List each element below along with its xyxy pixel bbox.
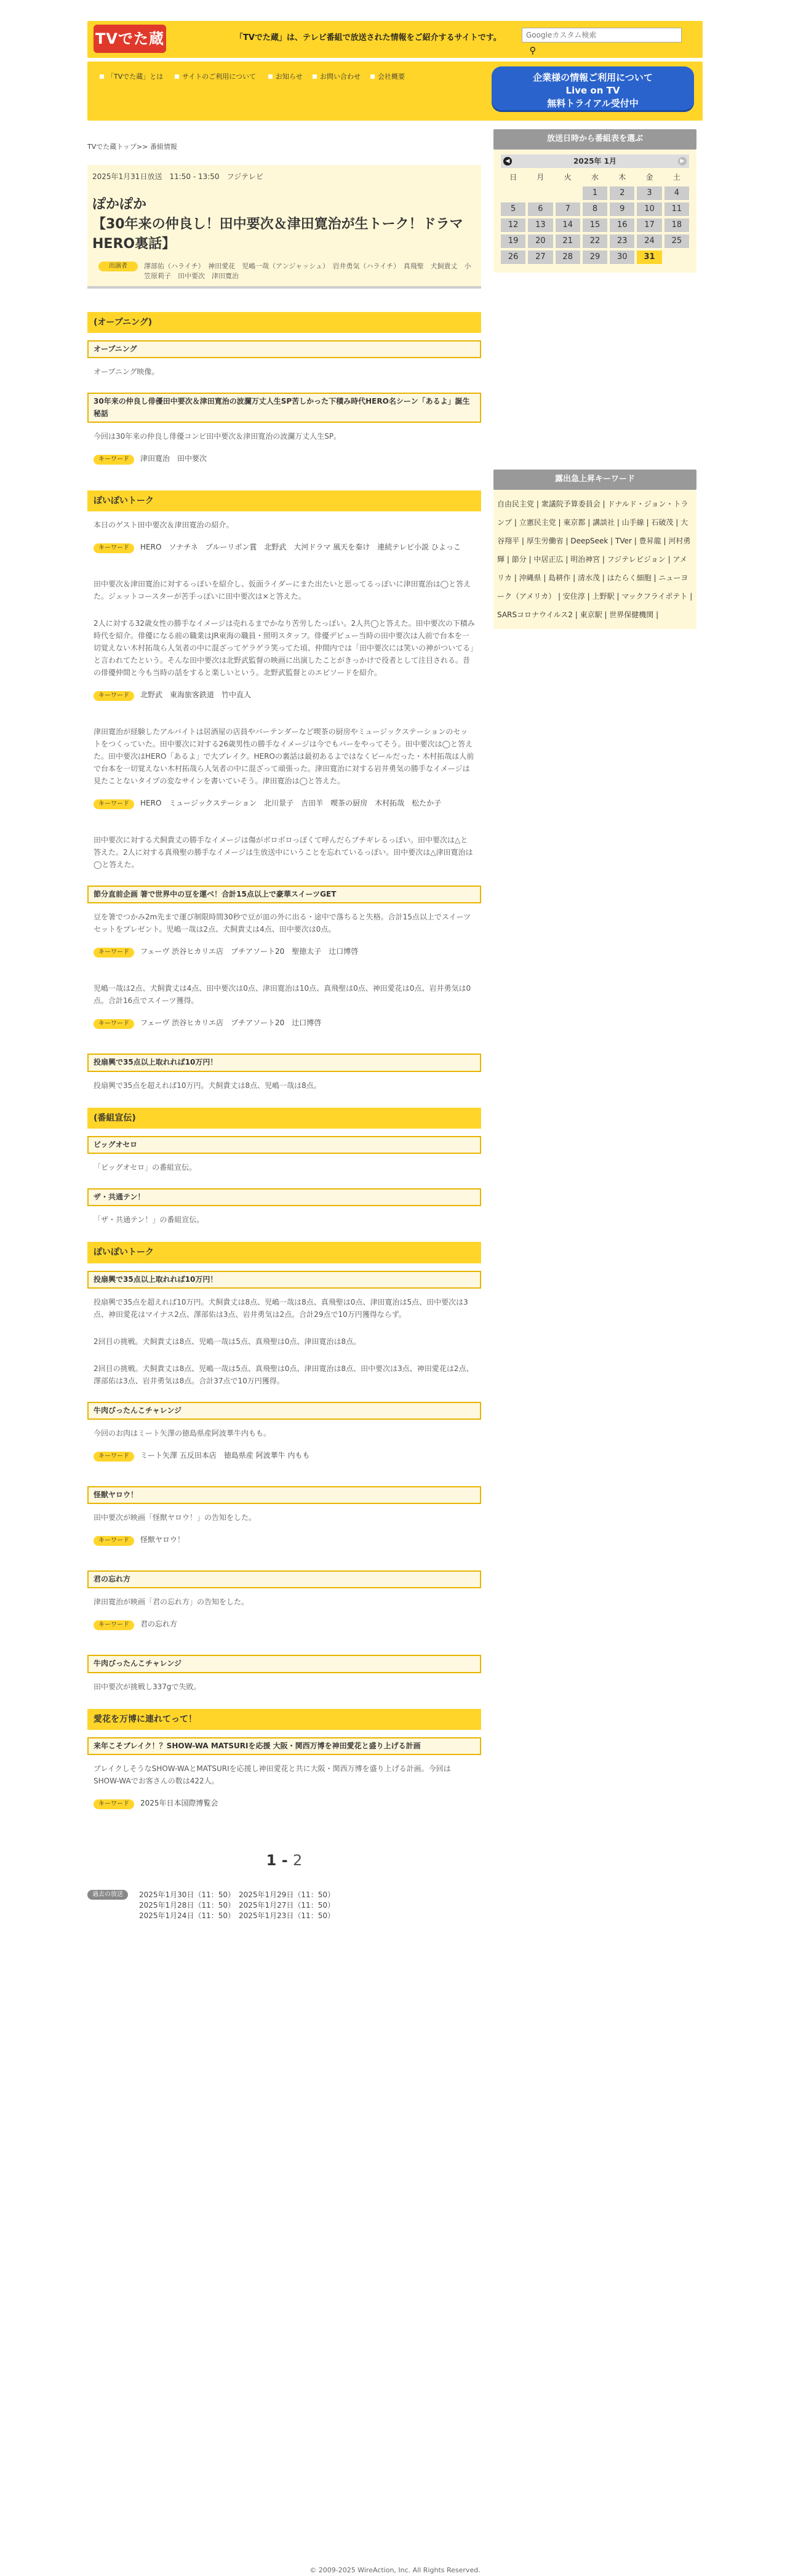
keyword-list[interactable]: HERO ソナチネ ブルーリボン賞 北野武 大河ドラマ 風天を秦け 連続テレビ小説 ひよっこ	[140, 543, 461, 552]
next-month-icon[interactable]: ▶	[678, 157, 687, 166]
keyword-separator: |	[570, 573, 578, 582]
keyword-separator: |	[615, 518, 622, 527]
cast-list[interactable]: 澤部佑（ハライチ） 神田愛花 児嶋一哉（アンジャッシュ） 岩井勇気（ハライチ） 真飛聖 犬飼貴丈 小笠原莉子 田中要次 津田寛治	[144, 262, 471, 280]
square-bullet-icon	[175, 74, 179, 79]
main-content	[87, 142, 481, 1921]
trending-keyword-link[interactable]: 安住淳	[562, 591, 585, 601]
calendar-day[interactable]: 2	[610, 186, 634, 200]
trending-keyword-link[interactable]: SARSコロナウイルス2	[497, 610, 573, 619]
topic-body: 田中要次が映画「怪獣ヤロウ！」の告知をした。	[94, 1513, 257, 1522]
pagination	[87, 1849, 481, 1872]
topic-heading: 節分直前企画 箸で世界中の豆を運べ！合計15点以上で豪華スイーツGET	[87, 886, 481, 903]
page-wrapper	[87, 0, 703, 2574]
topic-body: 田中要次に対する犬飼貴丈の勝手なイメージは傷がボロボロっぽくて呼んだらブチギレるっぽい。田中要次は△と答えた。2人に対する真飛聖の勝手なイメージは生放送中にいうことを忘れているっぽい。田中要次は△津田寛治は◯と答えた。	[94, 836, 473, 870]
nav-item-usage[interactable]	[175, 71, 264, 82]
calendar-day[interactable]: 15	[583, 218, 607, 232]
cast-row	[92, 262, 476, 281]
section-heading: ぽいぽいトーク	[87, 1242, 481, 1263]
topic-heading: 投扇興で35点以上取れれば10万円！	[87, 1271, 481, 1289]
calendar-day[interactable]: 10	[637, 202, 661, 216]
trending-keyword-link[interactable]: 河村勇輝	[497, 536, 691, 564]
topic-heading: 牛肉びったんこチャレンジ	[87, 1655, 481, 1673]
nav-bar	[87, 62, 703, 121]
program-date: 2025年1月31日放送 11:50 - 13:50 フジテレビ	[92, 172, 263, 181]
nav-item-label: お問い合わせ	[320, 73, 361, 81]
calendar-weekday: 土	[672, 172, 680, 182]
calendar-heading: 放送日時から番組表を選ぶ	[493, 129, 696, 150]
keyword-separator: |	[526, 554, 534, 564]
keyword-badge: キーワード	[94, 543, 134, 553]
calendar	[493, 150, 696, 273]
trending-keyword-link[interactable]: ニューヨーク（アメリカ）	[497, 573, 688, 601]
banner-line-1: 企業様の情報ご利用について	[533, 72, 653, 83]
keyword-separator: |	[653, 610, 659, 619]
trending-keyword-link[interactable]: 山手線	[621, 518, 644, 527]
past-broadcasts-line[interactable]: 2025年1月24日（11：50） 2025年1月23日（11：50）	[139, 1911, 335, 1920]
topic-body: 田中要次＆津田寛治に対するっぽいを紹介し、仮面ライダーにまた出たいと思ってるっぽいに津田寛治は◯と答えた。ジェットコースターが苦手っぽいに田中要次は×と答えた。	[94, 580, 471, 601]
past-broadcasts-line[interactable]: 2025年1月28日（11：50） 2025年1月27日（11：50）	[139, 1900, 335, 1910]
keyword-list[interactable]: フェーヴ 渋谷ヒカリエ店 ブチアソート20 聖徳太子 辻口博啓	[140, 947, 359, 956]
calendar-day[interactable]: 28	[556, 250, 580, 264]
keyword-row	[87, 450, 481, 482]
trending-keyword-link[interactable]: 豊昇龍	[639, 536, 661, 545]
keyword-badge: キーワード	[94, 799, 134, 809]
calendar-weekday: 日	[509, 172, 517, 182]
keyword-list[interactable]: 君の忘れ方	[140, 1620, 178, 1629]
calendar-day[interactable]: 7	[556, 202, 580, 216]
topic-body: 今回は30年来の仲良し俳優コンビ田中要次＆津田寛治の波瀾万丈人生SP。	[94, 431, 341, 441]
past-broadcasts	[87, 1890, 481, 1921]
breadcrumb[interactable]: TVでた蔵トップ>> 番組情報	[87, 143, 177, 151]
keyword-badge: キーワード	[94, 1620, 134, 1630]
calendar-day[interactable]: 3	[637, 186, 661, 200]
trending-keyword-link[interactable]: 清水茂	[577, 573, 600, 582]
keyword-row	[87, 1615, 481, 1647]
section-heading: (番組宣伝)	[87, 1108, 481, 1129]
keyword-separator: |	[661, 536, 669, 545]
keyword-separator: |	[511, 573, 519, 582]
calendar-weekday: 金	[645, 172, 653, 182]
keyword-separator: |	[631, 536, 639, 545]
trending-keyword-link[interactable]: マックフライポテト	[621, 591, 688, 601]
calendar-day[interactable]: 21	[556, 234, 580, 248]
topic-heading: ビッグオセロ	[87, 1136, 481, 1154]
trending-keyword-link[interactable]: アメリカ	[497, 554, 687, 582]
keyword-badge: キーワード	[94, 1452, 134, 1462]
keyword-separator: |	[673, 518, 681, 527]
section-heading: ぽいぽいトーク	[87, 490, 481, 511]
trending-keyword-link[interactable]: フジテレビジョン	[607, 554, 666, 564]
trending-keyword-link[interactable]: 厚生労働省	[526, 536, 564, 545]
section-heading: (オープニング)	[87, 312, 481, 333]
trending-keyword-link[interactable]: 自由民主党	[497, 499, 535, 508]
keyword-row	[87, 686, 481, 718]
calendar-day[interactable]: 22	[583, 234, 607, 248]
calendar-day[interactable]: 8	[583, 202, 607, 216]
past-broadcasts-line[interactable]: 2025年1月30日（11：50） 2025年1月29日（11：50）	[139, 1890, 335, 1899]
program-header	[87, 165, 481, 289]
trending-keyword-link[interactable]: TVer	[615, 536, 632, 545]
trending-keyword-link[interactable]: 世界保健機関	[609, 610, 654, 619]
page-2-link[interactable]: 2	[293, 1852, 303, 1870]
banner-line-3: 無料トライアル受付中	[547, 98, 639, 109]
calendar-day[interactable]: 12	[501, 218, 525, 232]
trending-keyword-link[interactable]: 大谷翔平	[497, 518, 688, 545]
search-icon[interactable]: ⚲	[529, 45, 537, 56]
calendar-month-label: 2025年 1月	[573, 156, 616, 166]
keyword-list[interactable]: HERO ミュージックステーション 北川景子 吉田羊 喫茶の厨房 木村拓哉 松たか子	[140, 799, 442, 808]
enterprise-banner-button[interactable]	[492, 66, 694, 112]
keyword-separator: |	[644, 518, 652, 527]
keyword-separator: |	[512, 518, 519, 527]
program-sections	[87, 312, 481, 1826]
keyword-separator: |	[572, 610, 580, 619]
nav-item-label: サイトのご利用について	[182, 73, 257, 81]
trending-keyword-link[interactable]: 立憲民主党	[519, 518, 556, 527]
calendar-grid	[501, 170, 689, 264]
trending-keyword-link[interactable]: ドナルド・ジョン・トランプ	[497, 499, 688, 527]
keyword-separator: |	[585, 591, 592, 601]
keyword-separator: |	[665, 554, 673, 564]
page-current: 1	[266, 1852, 277, 1870]
prev-month-icon[interactable]: ◀	[503, 157, 512, 166]
keyword-badge: キーワード	[94, 1799, 134, 1809]
keyword-separator: |	[614, 591, 622, 601]
keyword-badge: キーワード	[94, 691, 134, 701]
calendar-day[interactable]: 31	[637, 250, 661, 264]
calendar-day[interactable]: 16	[610, 218, 634, 232]
topic-heading: 30年来の仲良し俳優田中要次＆津田寛治の波瀾万丈人生SP苦しかった下積み時代HERO名シーン「あるよ」誕生秘話	[87, 393, 481, 422]
calendar-day[interactable]: 4	[664, 186, 689, 200]
topic-body: オープニング映像。	[94, 367, 159, 377]
calendar-day[interactable]: 19	[501, 234, 525, 248]
topic-body: 「ビッグオセロ」の番組宣伝。	[94, 1163, 197, 1172]
topic-heading: 来年こそブレイク！？SHOW-WA MATSURIを応援 大阪・関西万博を神田愛花と盛り上げる計画	[87, 1737, 481, 1755]
keyword-list[interactable]: 北野武 東海旅客鉄道 竹中直人	[140, 690, 252, 700]
site-tagline: 「TVでた蔵」は、テレビ番組で放送された情報をご紹介するサイトです。	[235, 33, 501, 42]
keyword-separator: |	[687, 591, 693, 601]
topic-heading: 牛肉びったんこチャレンジ	[87, 1402, 481, 1420]
trending-keywords	[493, 490, 696, 629]
calendar-day[interactable]: 6	[528, 202, 553, 216]
calendar-day[interactable]: 17	[637, 218, 661, 232]
keyword-separator: |	[651, 573, 659, 582]
keyword-separator: |	[519, 536, 527, 545]
page-sep: -	[276, 1852, 293, 1870]
calendar-day[interactable]: 11	[664, 202, 689, 216]
topic-heading: 投扇興で35点以上取れれば10万円！	[87, 1054, 481, 1071]
sidebar	[493, 129, 696, 629]
topic-body: 投扇興で35点を超えれば10万円。犬飼貴丈は8点、児嶋一哉は8点。	[94, 1081, 321, 1090]
calendar-day[interactable]: 13	[528, 218, 553, 232]
topic-body: 投扇興で35点を超えれば10万円。犬飼貴丈は8点、児嶋一哉は8点、真飛聖は0点、津田寛治は5点、田中要次は3点、神田愛花はマイナス2点、澤部佑は3点、岩井勇気は2点。合計29点で10万円獲得ならず。	[94, 1297, 468, 1319]
keywords-heading: 露出急上昇キーワード	[493, 470, 696, 490]
calendar-day[interactable]: 1	[583, 186, 607, 200]
calendar-weekday: 木	[618, 172, 626, 182]
topic-heading: オープニング	[87, 340, 481, 358]
keyword-separator: |	[556, 518, 564, 527]
trending-keyword-link[interactable]: 東京駅	[580, 610, 602, 619]
calendar-empty-cell	[501, 186, 525, 200]
keyword-row	[87, 538, 481, 570]
site-logo[interactable]: TVでた蔵	[94, 25, 166, 53]
nav-item-about[interactable]	[100, 71, 167, 82]
topic-body: 田中要次が挑戦し337gで失敗。	[94, 1682, 201, 1691]
trending-keyword-link[interactable]: 中居正広	[533, 554, 564, 564]
keyword-list[interactable]: フェーヴ 渋谷ヒカリエ店 ブチアソート20 辻口博啓	[140, 1018, 322, 1028]
keyword-separator: |	[608, 536, 616, 545]
trending-keyword-link[interactable]: 石破茂	[651, 518, 674, 527]
trending-keyword-link[interactable]: はたらく細胞	[607, 573, 652, 582]
keyword-row	[87, 943, 481, 975]
keyword-separator: |	[600, 554, 607, 564]
trending-keyword-link[interactable]: 明治神宮	[570, 554, 600, 564]
section-heading: 愛花を万博に連れてって！	[87, 1709, 481, 1730]
keyword-row	[87, 1531, 481, 1563]
calendar-day[interactable]: 14	[556, 218, 580, 232]
calendar-weekday: 月	[537, 172, 545, 182]
topic-heading: 君の忘れ方	[87, 1570, 481, 1588]
trending-keyword-link[interactable]: 講談社	[592, 518, 615, 527]
keyword-separator: |	[541, 573, 549, 582]
topic-body: 豆を箸でつかみ2m先まで運び制限時間30秒で豆が皿の外に出る・途中で落ちると失格。合計15点以上でスイーツセットをプレゼント。児嶋一哉は2点、犬飼貴丈は4点、田中要次は0点。	[94, 913, 471, 934]
keyword-row	[87, 794, 481, 826]
program-title-sub: 【30年来の仲良し！田中要次＆津田寛治が生トーク！ドラマHERO裏話】	[92, 216, 463, 252]
topic-heading: 怪獣ヤロウ！	[87, 1486, 481, 1504]
keyword-list[interactable]: 怪獣ヤロウ！	[140, 1535, 185, 1545]
trending-keyword-link[interactable]: 東京都	[563, 518, 586, 527]
topic-body: 津田寛治が映画「君の忘れ方」の告知をした。	[94, 1598, 249, 1607]
keyword-separator: |	[556, 591, 563, 601]
keyword-row	[87, 1447, 481, 1479]
keyword-separator: |	[563, 536, 571, 545]
calendar-day[interactable]: 30	[610, 250, 634, 264]
keyword-separator: |	[585, 518, 593, 527]
trending-keyword-link[interactable]: 沖縄県	[519, 573, 541, 582]
keyword-list[interactable]: 津田寛治 田中要次	[140, 454, 207, 463]
nav-item-label: お知らせ	[276, 73, 303, 81]
nav-item-company[interactable]	[370, 71, 407, 82]
keyword-list[interactable]: 2025年日本国際博覧会	[140, 1799, 218, 1808]
calendar-day[interactable]: 27	[528, 250, 553, 264]
site-header	[87, 21, 703, 58]
calendar-day[interactable]: 26	[501, 250, 525, 264]
keyword-badge: キーワード	[94, 455, 134, 465]
calendar-empty-cell	[556, 186, 580, 200]
trending-keyword-link[interactable]: DeepSeek	[570, 536, 608, 545]
nav-item-news[interactable]	[268, 71, 305, 82]
calendar-month	[501, 154, 689, 168]
topic-body: 津田寛治が経験したアルバイトは居酒屋の店員やバーテンダーなど喫茶の厨房やミュージックステーションのセットをつくっていた。田中要次に対する26歳男性の勝手なイメージは今でもバーをやってそう。田中要次は◯と答えた。田中要次はHERO「あるよ」で大ブレイク。HEROの裏話は最初あるよではなくビールだった・木村拓哉は人前で台本を一切覚えない木村拓哉ら人気者の中に混ざって頑張った。津田寛治に対する岩井勇気の勝手なイメージは見たことないタイプの変なサインを書いていそう。津田寛治は◯と答えた。	[94, 727, 474, 786]
calendar-empty-cell	[664, 250, 689, 264]
square-bullet-icon	[370, 74, 375, 79]
square-bullet-icon	[100, 74, 104, 79]
calendar-weekday: 水	[591, 172, 599, 182]
trending-keyword-link[interactable]: 島耕作	[548, 573, 571, 582]
calendar-day[interactable]: 20	[528, 234, 553, 248]
topic-heading: ザ・共通テン！	[87, 1188, 481, 1206]
calendar-weekday: 火	[564, 172, 572, 182]
topic-body: 2人に対する32歳女性の勝手なイメージは売れるまでかなり苦労したっぽい。2人共◯と答えた。田中要次の下積み時代を紹介。俳優になる前の職業はJR東海の職員・照明スタッフ。俳優デビュー当時の田中要次は人前で台本を一切覚えない木村拓哉ら人気者の中に混ざってゲラゲラ笑ってた頃、仲間内では「田中要次には笑いの神がついてる」と言われてたという。そんな田中要次は北野武監督の映画に出演したことがきっかけで役者として注目される。昔の俳優仲間と今も当時の話をすると楽しいという。北野武監督とのエピソードを紹介。	[94, 619, 475, 678]
square-bullet-icon	[268, 74, 273, 79]
topic-body: 2回目の挑戦。犬飼貴丈は8点、児嶋一哉は5点、真飛聖は0点、津田寛治は8点。	[94, 1337, 361, 1346]
calendar-day[interactable]: 29	[583, 250, 607, 264]
nav-item-label: 「TVでた蔵」とは	[107, 73, 164, 81]
keyword-list[interactable]: ミート矢澤 五反田本店 徳島県産 阿波華牛 内もも	[140, 1451, 310, 1460]
keyword-badge: キーワード	[94, 948, 134, 958]
topic-body: 2回目の挑戦。犬飼貴丈は8点、児嶋一哉は5点、真飛聖は0点、津田寛治は8点、田中要次は3点、神田愛花は2点、澤部佑は3点、岩井勇気は8点。合計37点で10万円獲得。	[94, 1364, 474, 1385]
calendar-day[interactable]: 5	[501, 202, 525, 216]
keyword-row	[87, 1794, 481, 1826]
keyword-separator: |	[599, 573, 607, 582]
calendar-empty-cell	[528, 186, 553, 200]
banner-line-2: Live on TV	[565, 85, 620, 96]
trending-keyword-link[interactable]: 上野駅	[592, 591, 615, 601]
footer-copyright: © 2009-2025 WireAction, Inc. All Rights Reserved.	[309, 2566, 481, 2574]
calendar-day[interactable]: 18	[664, 218, 689, 232]
program-title	[92, 195, 476, 254]
trending-keyword-link[interactable]: 節分	[511, 554, 527, 564]
keyword-badge: キーワード	[94, 1536, 134, 1546]
spacer	[87, 289, 481, 303]
cast-badge: 出演者	[98, 262, 138, 271]
topic-body: ブレイクしそうなSHOW-WAとMATSURIを応援し神田愛花と共に大阪・関西万博を盛り上げる計画。今回はSHOW-WAでお客さんの数は422人。	[94, 1764, 451, 1786]
search-input[interactable]	[522, 28, 682, 42]
calendar-day[interactable]: 9	[610, 202, 634, 216]
calendar-day[interactable]: 24	[637, 234, 661, 248]
spacer	[493, 273, 696, 470]
keyword-separator: |	[602, 610, 610, 619]
keyword-separator: |	[600, 499, 608, 508]
keyword-row	[87, 1014, 481, 1046]
topic-body: 本日のゲスト田中要次＆津田寛治の紹介。	[94, 521, 234, 530]
nav-item-contact[interactable]	[313, 71, 368, 82]
program-title-name: ぽかぽか	[92, 196, 147, 212]
nav-item-label: 会社概要	[378, 73, 405, 81]
keyword-separator: |	[505, 554, 512, 564]
square-bullet-icon	[313, 74, 317, 79]
trending-keyword-link[interactable]: 衆議院予算委員会	[541, 499, 600, 508]
calendar-day[interactable]: 23	[610, 234, 634, 248]
topic-body: 「ザ・共通テン！」の番組宣伝。	[94, 1215, 204, 1225]
keyword-separator: |	[563, 554, 571, 564]
topic-body: 児嶋一哉は2点、犬飼貴丈は4点、田中要次は0点、津田寛治は10点、真飛聖は0点、神田愛花は0点、岩井勇気は0点。合計16点でスイーツ獲得。	[94, 984, 471, 1006]
keyword-separator: |	[534, 499, 541, 508]
past-broadcasts-badge: 過去の放送	[87, 1890, 128, 1900]
topic-body: 今回のお肉はミート矢澤の徳島県産阿波華牛内もも。	[94, 1429, 271, 1438]
keyword-badge: キーワード	[94, 1019, 134, 1029]
calendar-day[interactable]: 25	[664, 234, 689, 248]
